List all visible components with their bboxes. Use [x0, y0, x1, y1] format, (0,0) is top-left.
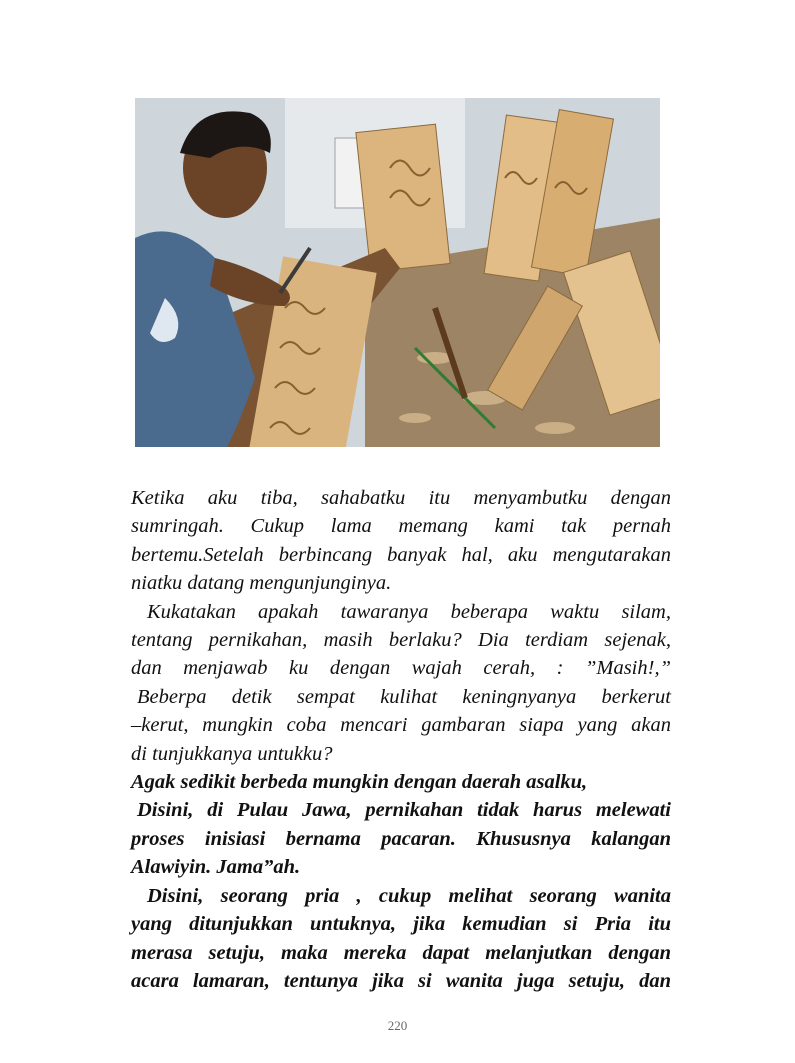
text-line: Disini, seorang pria , cukup melihat seorang wanita [147, 884, 671, 907]
page-number: 220 [387, 1018, 408, 1033]
text-line: Alawiyin. Jama”ah. [131, 856, 301, 879]
text-line: merasa setuju, maka mereka dapat melanjutkan dengan [131, 941, 671, 964]
text-line: –kerut, mungkin coba mencari gambaran siapa yang akan [131, 714, 671, 737]
paragraph-3 [131, 768, 671, 882]
text-line: tentang pernikahan, masih berlaku? Dia terdiam sejenak, [131, 629, 671, 652]
paragraph-1 [131, 484, 671, 598]
text-line: proses inisiasi bernama pacaran. Khususnya kalangan [131, 827, 671, 850]
text-line: Ketika aku tiba, sahabatku itu menyambutku dengan [131, 487, 671, 509]
body-text [131, 484, 671, 995]
text-line: di tunjukkanya untukku? [131, 742, 333, 765]
woodcarver-illustration [135, 98, 660, 447]
text-line: Kukatakan apakah tawaranya beberapa waktu silam, [147, 600, 671, 623]
text-line: niatku datang mengunjunginya. [131, 572, 392, 595]
paragraph-4 [131, 882, 671, 996]
text-line: acara lamaran, tentunya jika si wanita juga setuju, dan [131, 969, 671, 992]
text-line: bertemu.Setelah berbincang banyak hal, aku mengutarakan [131, 543, 671, 566]
paragraph-2 [131, 598, 671, 768]
text-line: dan menjawab ku dengan wajah cerah, : ”Masih!,” [131, 657, 671, 680]
text-line: sumringah. Cukup lama memang kami tak pernah [131, 515, 671, 538]
text-line: Agak sedikit berbeda mungkin dengan daerah asalku, [131, 771, 588, 794]
woodcarving-photo [135, 98, 660, 447]
text-line: Beberpa detik sempat kulihat keningnyanya berkerut [137, 685, 671, 708]
text-line: Disini, di Pulau Jawa, pernikahan tidak harus melewati [137, 799, 671, 822]
text-line: yang ditunjukkan untuknya, jika kemudian si Pria itu [131, 913, 671, 936]
